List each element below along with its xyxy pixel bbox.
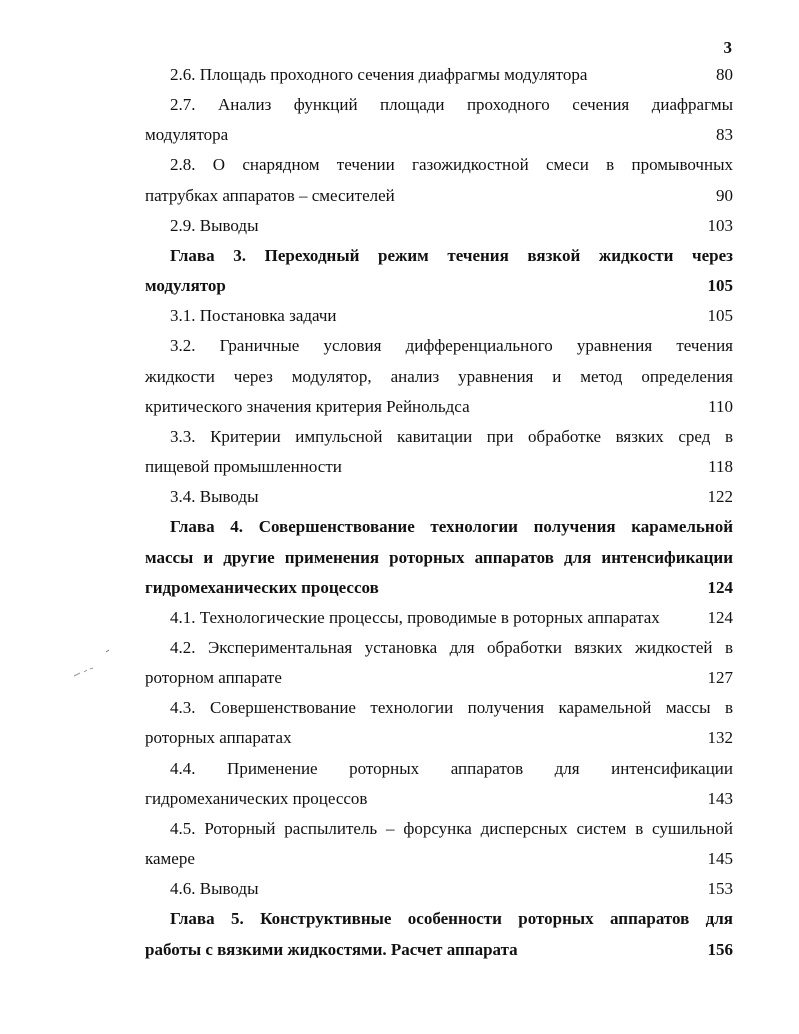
- toc-chapter-entry: [145, 904, 733, 964]
- toc-entry-text: Глава 3. Переходный режим течения вязкой жидкости через: [170, 245, 733, 265]
- toc-page-number: 156: [707, 939, 733, 959]
- toc-entry-line: [145, 150, 733, 180]
- toc-entry-text: 4.6. Выводы: [170, 879, 259, 899]
- toc-entry-line: [145, 211, 733, 241]
- toc-entry-line: [145, 693, 733, 723]
- toc-page-number: 153: [707, 879, 733, 899]
- toc-entry-text: 2.7. Анализ функций площади проходного сечения диафрагмы: [170, 95, 733, 115]
- toc-entry-line: [145, 663, 733, 693]
- toc-entry-text: 2.6. Площадь проходного сечения диафрагмы модулятора: [170, 65, 588, 84]
- toc-entry-line: [145, 633, 733, 663]
- toc-entry-text: 4.5. Роторный распылитель – форсунка дисперсных систем в сушильной: [170, 818, 733, 838]
- toc-entry-text: модулятора: [145, 125, 229, 145]
- toc-entry-line: [145, 784, 733, 814]
- toc-entry: [145, 211, 733, 241]
- toc-page-number: 90: [716, 185, 733, 205]
- toc-entry-line: [145, 754, 733, 784]
- toc-entry-line: [145, 331, 733, 361]
- toc-entry-text: камере: [145, 849, 195, 869]
- toc-entry-text: Глава 5. Конструктивные особенности роторных аппаратов для: [170, 909, 733, 929]
- toc-page-number: 103: [707, 215, 733, 235]
- toc-page-number: 80: [716, 65, 733, 84]
- toc-entry-text: модулятор: [145, 276, 226, 296]
- toc-entry-line: [145, 241, 733, 271]
- toc-entry-text: 2.8. О снарядном течении газожидкостной смеси в промывочных: [170, 155, 733, 175]
- toc-entry-line: [145, 904, 733, 934]
- toc-chapter-entry: [145, 241, 733, 301]
- toc-entry-text: Глава 4. Совершенствование технологии получения карамельной: [170, 517, 733, 537]
- toc-entry: [145, 301, 733, 331]
- toc-entry-line: [145, 271, 733, 301]
- toc-page-number: 132: [707, 728, 733, 748]
- toc-entry: [145, 60, 733, 90]
- toc-entry-text: 3.3. Критерии импульсной кавитации при обработке вязких сред в: [170, 426, 733, 446]
- scan-speckle: [60, 648, 120, 688]
- toc-page-number: 110: [708, 396, 733, 416]
- toc-entry-line: [145, 301, 733, 331]
- toc-page-number: 124: [707, 607, 733, 627]
- toc-entry-text: пищевой промышленности: [145, 457, 342, 477]
- toc-entry-line: [145, 844, 733, 874]
- toc-entry-line: [145, 603, 733, 633]
- toc-entry-line: [145, 392, 733, 422]
- toc-entry-line: [145, 512, 733, 542]
- toc-entry-text: 3.1. Постановка задачи: [170, 306, 337, 326]
- toc-entry: [145, 693, 733, 753]
- table-of-contents: [145, 60, 733, 965]
- toc-entry-text: 3.2. Граничные условия дифференциального уравнения течения: [170, 336, 733, 356]
- toc-entry-line: [145, 543, 733, 573]
- toc-entry: [145, 150, 733, 210]
- toc-entry: [145, 90, 733, 150]
- toc-entry-text: работы с вязкими жидкостями. Расчет аппарата: [145, 939, 518, 959]
- toc-entry-line: [145, 60, 733, 90]
- toc-entry: [145, 603, 733, 633]
- toc-entry-text: массы и другие применения роторных аппаратов для интенсификации: [145, 547, 733, 567]
- toc-entry-text: гидромеханических процессов: [145, 577, 379, 597]
- toc-entry-text: гидромеханических процессов: [145, 788, 368, 808]
- toc-chapter-entry: [145, 512, 733, 602]
- toc-entry-line: [145, 874, 733, 904]
- toc-page-number: 143: [707, 788, 733, 808]
- toc-entry-line: [145, 90, 733, 120]
- toc-entry-text: роторном аппарате: [145, 668, 282, 688]
- toc-entry: [145, 331, 733, 421]
- toc-entry-text: 2.9. Выводы: [170, 215, 259, 235]
- toc-entry-text: роторных аппаратах: [145, 728, 292, 748]
- toc-entry-text: критического значения критерия Рейнольдса: [145, 396, 470, 416]
- toc-entry-line: [145, 422, 733, 452]
- toc-page-number: 145: [707, 849, 733, 869]
- toc-entry: [145, 633, 733, 693]
- toc-entry-text: 4.3. Совершенствование технологии получения карамельной массы в: [170, 698, 733, 718]
- page-number: 3: [723, 38, 732, 57]
- toc-entry-text: 4.1. Технологические процессы, проводимые в роторных аппаратах: [170, 607, 660, 627]
- toc-entry-line: [145, 573, 733, 603]
- toc-entry-line: [145, 482, 733, 512]
- toc-entry: [145, 814, 733, 874]
- toc-entry-line: [145, 120, 733, 150]
- toc-page-number: 83: [716, 125, 733, 145]
- toc-entry: [145, 482, 733, 512]
- toc-entry-line: [145, 935, 733, 965]
- toc-entry: [145, 874, 733, 904]
- toc-entry-text: жидкости через модулятор, анализ уравнения и метод определения: [145, 366, 733, 386]
- toc-entry: [145, 422, 733, 482]
- toc-entry-line: [145, 814, 733, 844]
- toc-entry-text: патрубках аппаратов – смесителей: [145, 185, 395, 205]
- toc-entry-text: 3.4. Выводы: [170, 487, 259, 507]
- toc-page-number: 105: [707, 276, 733, 296]
- toc-entry-line: [145, 181, 733, 211]
- toc-entry-text: 4.4. Применение роторных аппаратов для интенсификации: [170, 758, 733, 778]
- toc-entry-text: 4.2. Экспериментальная установка для обработки вязких жидкостей в: [170, 637, 733, 657]
- toc-entry-line: [145, 723, 733, 753]
- toc-page-number: 127: [707, 668, 733, 688]
- toc-page-number: 118: [708, 457, 733, 477]
- toc-page-number: 105: [707, 306, 733, 326]
- toc-page-number: 122: [707, 487, 733, 507]
- toc-entry-line: [145, 452, 733, 482]
- toc-page-number: 124: [707, 577, 733, 597]
- toc-entry-line: [145, 362, 733, 392]
- toc-entry: [145, 754, 733, 814]
